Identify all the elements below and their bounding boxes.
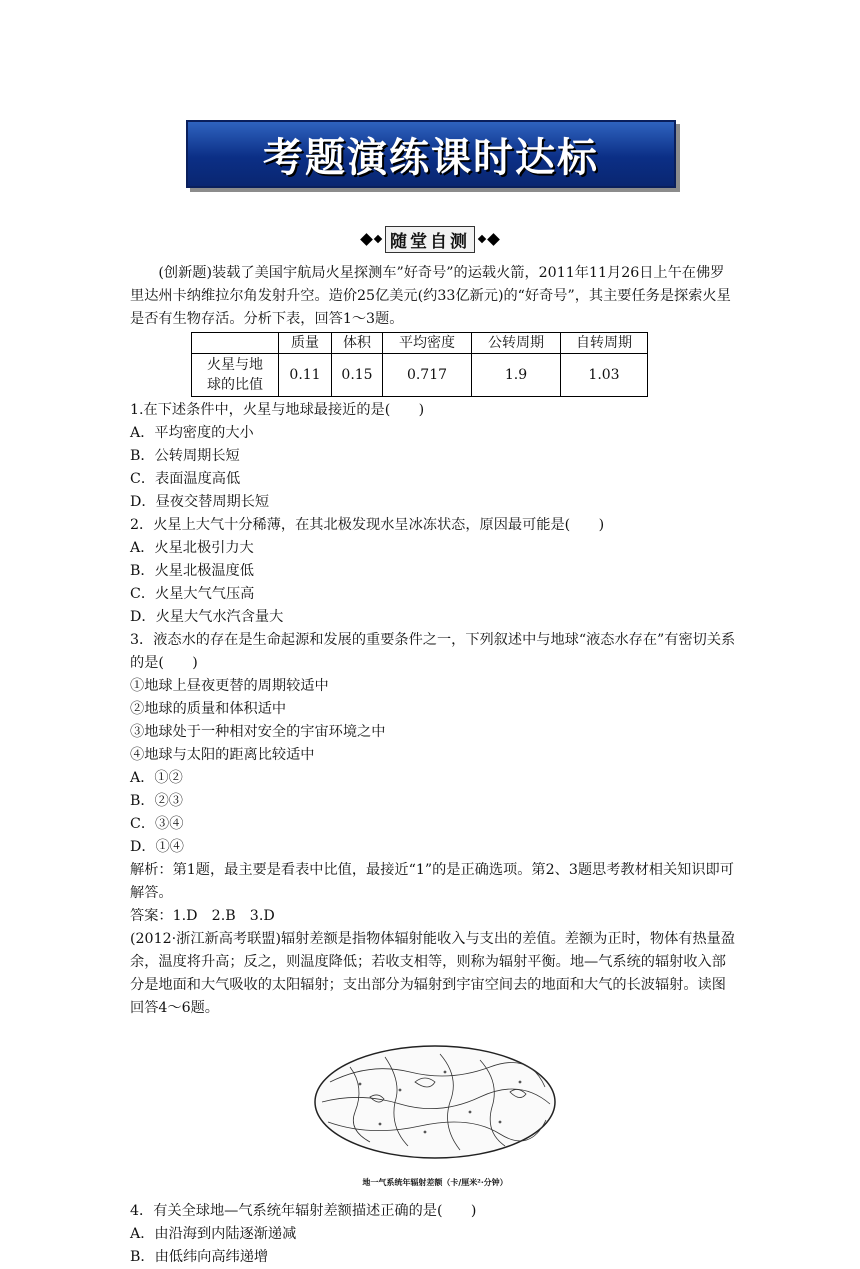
table-cell: 0.11 [279, 354, 332, 397]
table-header-cell [192, 333, 279, 354]
question-2-stem: 2．火星上大气十分稀薄，在其北极发现水呈冰冻状态，原因最可能是( ) [130, 517, 605, 533]
option-d: D．昼夜交替周期长短 [130, 494, 270, 510]
diamond-icon [374, 235, 382, 243]
table-cell: 0.15 [332, 354, 383, 397]
question-3-item: ③地球处于一种相对安全的宇宙环境之中 [130, 724, 386, 740]
diamond-icon [487, 233, 500, 246]
option-a: A．平均密度的大小 [130, 425, 254, 441]
answer-text: 答案：1.D 2.B 3.D [130, 908, 275, 924]
table-cell: 1.9 [472, 354, 561, 397]
diamond-icon [478, 235, 486, 243]
option-d: D．①④ [130, 839, 184, 855]
section-header [340, 227, 520, 251]
option-c: C．火星大气气压高 [130, 586, 255, 602]
option-b: B．由低纬向高纬递增 [130, 1249, 269, 1265]
table-row-label [192, 354, 279, 397]
question-4-stem: 4．有关全球地—气系统年辐射差额描述正确的是( ) [130, 1203, 477, 1219]
question-1-options [130, 422, 736, 514]
mars-earth-table [191, 332, 648, 397]
intro-paragraph: (创新题)装载了美国宇航局火星探测车”好奇号”的运载火箭，2011年11月26日上午在佛罗里达州卡纳维拉尔角发射升空。造价25亿美元(约33亿新元)的“好奇号”，其主要任务是探索火星是否有生物存活。分析下表，回答1～3题。 [130, 265, 731, 327]
banner-title: 考题演练课时达标 [186, 120, 676, 188]
map-caption: 地一气系统年辐射差额（卡/厘米²·分钟） [362, 1177, 508, 1187]
option-a: A．火星北极引力大 [130, 540, 254, 556]
document-body [130, 262, 736, 1269]
table-header-cell: 质量 [279, 333, 332, 354]
table-cell: 0.717 [383, 354, 472, 397]
section-title: 随堂自测 [385, 226, 475, 253]
question-3-options [130, 767, 736, 859]
option-b: B．火星北极温度低 [130, 563, 254, 579]
question-1-stem: 1.在下述条件中，火星与地球最接近的是( ) [130, 402, 425, 418]
diamond-icon [360, 233, 373, 246]
table-header-cell: 自转周期 [561, 333, 648, 354]
table-cell: 1.03 [561, 354, 648, 397]
question-3-item: ④地球与太阳的距离比较适中 [130, 747, 315, 763]
table-header-cell: 体积 [332, 333, 383, 354]
option-c: C．③④ [130, 816, 184, 832]
question-2-options [130, 537, 736, 629]
question-3-stem: 3．液态水的存在是生命起源和发展的重要条件之一，下列叙述中与地球“液态水存在”有密切关系的是( ) [130, 632, 736, 671]
option-b: B．②③ [130, 793, 183, 809]
world-map-image [310, 1042, 560, 1162]
intro-paragraph-2: (2012·浙江新高考联盟)辐射差额是指物体辐射能收入与支出的差值。差额为正时，物体有热量盈余，温度将升高；反之，则温度降低；若收支相等，则称为辐射平衡。地—气系统的辐射收入部分是地面和大气吸收的太阳辐射；支出部分为辐射到宇宙空间去的地面和大气的长波辐射。读图回答4～6题。 [130, 931, 736, 1016]
analysis-text: 解析：第1题，最主要是看表中比值，最接近“1”的是正确选项。第2、3题思考教材相关知识即可解答。 [130, 862, 734, 901]
table-header-cell: 平均密度 [383, 333, 472, 354]
row-label-line: 球的比值 [207, 377, 263, 393]
table-header-row [192, 333, 648, 354]
option-d: D．火星大气水汽含量大 [130, 609, 284, 625]
question-3-item: ①地球上昼夜更替的周期较适中 [130, 678, 329, 694]
option-a: A．由沿海到内陆逐渐递减 [130, 1226, 297, 1242]
table-row [192, 354, 648, 397]
option-a: A．①② [130, 770, 183, 786]
radiation-map-figure [310, 1042, 560, 1194]
question-3-item: ②地球的质量和体积适中 [130, 701, 287, 717]
row-label-line: 火星与地 [207, 357, 263, 373]
option-c: C．表面温度高低 [130, 471, 241, 487]
table-header-cell: 公转周期 [472, 333, 561, 354]
option-b: B．公转周期长短 [130, 448, 240, 464]
